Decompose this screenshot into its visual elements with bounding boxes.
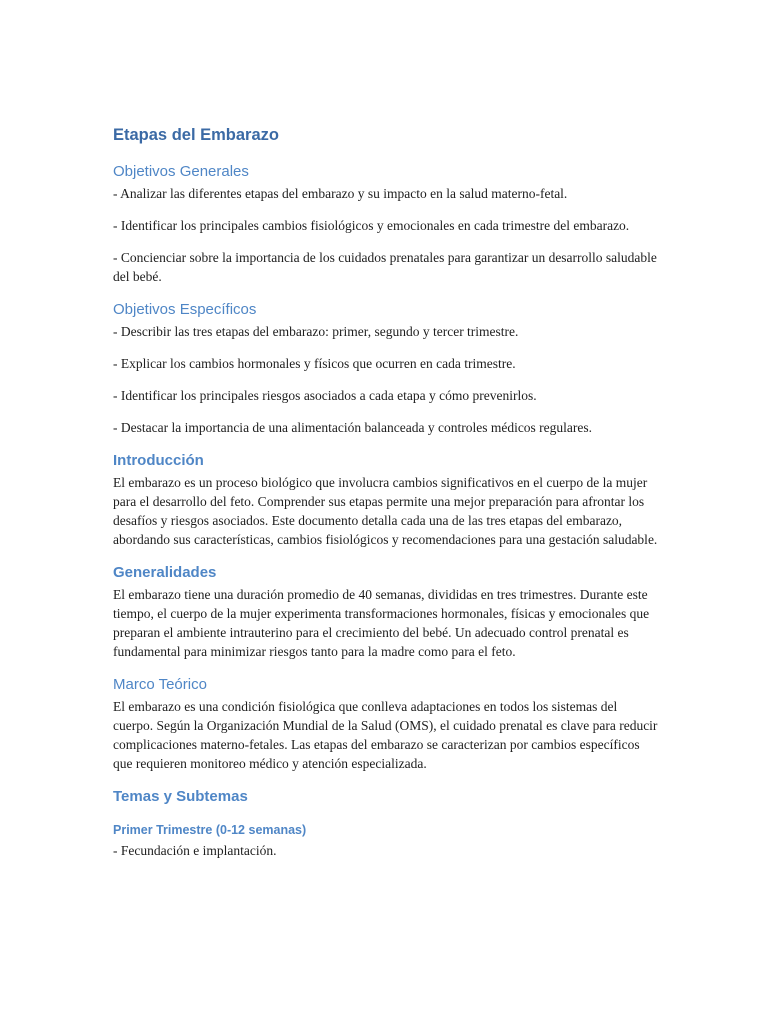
section-temas (113, 787, 658, 860)
list-item: - Destacar la importancia de una alimentación balanceada y controles médicos regulares. (113, 420, 593, 435)
section-marco-teorico (113, 675, 658, 773)
heading-marco-teorico: Marco Teórico (113, 676, 207, 693)
heading-introduccion: Introducción (113, 452, 204, 469)
list-objetivos-especificos (113, 322, 658, 437)
list-item: - Describir las tres etapas del embarazo: primer, segundo y tercer trimestre. (113, 324, 519, 339)
heading-objetivos-generales: Objetivos Generales (113, 163, 249, 180)
section-objetivos-generales (113, 162, 658, 286)
document-page (113, 124, 658, 874)
paragraph-introduccion: El embarazo es un proceso biológico que involucra cambios significativos en el cuerpo de la mujer para el desarrollo del feto. Comprender sus etapas permite una mejor preparación para afrontar los desafíos y riesgos asociados. Este documento detalla cada una de las tres etapas del embarazo, abordando sus características, cambios fisiológicos y recomendaciones para una gestación saludable. (113, 475, 658, 547)
paragraph-generalidades: El embarazo tiene una duración promedio de 40 semanas, divididas en tres trimestres. Durante este tiempo, el cuerpo de la mujer experimenta transformaciones hormonales, físicas y emocionales que preparan el ambiente intrauterino para el crecimiento del bebé. Un adecuado control prenatal es fundamental para minimizar riesgos tanto para la madre como para el feto. (113, 587, 650, 659)
paragraph-marco-teorico: El embarazo es una condición fisiológica que conlleva adaptaciones en todos los sistemas del cuerpo. Según la Organización Mundial de la Salud (OMS), el cuidado prenatal es clave para reducir complicaciones materno-fetales. Las etapas del embarazo se caracterizan por cambios específicos que requieren monitoreo médico y atención especializada. (113, 699, 658, 771)
list-item: - Fecundación e implantación. (113, 843, 277, 858)
heading-generalidades: Generalidades (113, 564, 217, 581)
section-introduccion (113, 451, 658, 549)
subsection-primer-trimestre (113, 821, 658, 860)
list-item: - Analizar las diferentes etapas del embarazo y su impacto en la salud materno-fetal. (113, 186, 568, 201)
list-item: - Explicar los cambios hormonales y físicos que ocurren en cada trimestre. (113, 356, 516, 371)
heading-primer-trimestre: Primer Trimestre (0-12 semanas) (113, 823, 307, 837)
list-item: - Concienciar sobre la importancia de los cuidados prenatales para garantizar un desarrollo saludable del bebé. (113, 250, 657, 284)
document-title: Etapas del Embarazo (113, 126, 279, 144)
heading-temas: Temas y Subtemas (113, 788, 248, 805)
list-item: - Identificar los principales riesgos asociados a cada etapa y cómo prevenirlos. (113, 388, 537, 403)
list-objetivos-generales (113, 184, 658, 286)
list-item: - Identificar los principales cambios fisiológicos y emocionales en cada trimestre del embarazo. (113, 218, 630, 233)
section-objetivos-especificos (113, 300, 658, 437)
heading-objetivos-especificos: Objetivos Específicos (113, 301, 257, 318)
section-generalidades (113, 563, 658, 661)
